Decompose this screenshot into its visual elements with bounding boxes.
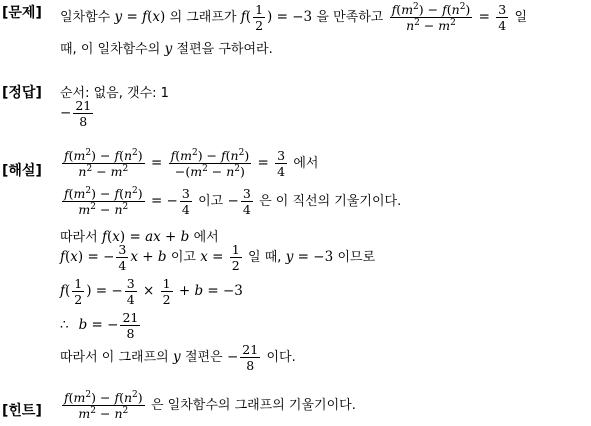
solution-line-7: 따라서 이 그래프의 y 절편은 − $\frac{21}{8}$ 이다. [60, 342, 296, 373]
solution-line-1: $\frac{f(m^2) - f(n^2)}{n^2 - m^2}$ = $\frac{f(m^2) - f(n^2)}{-(m^2 - n^2)}$ = $\frac{3}{4}$ 에서 [64, 148, 319, 179]
solution-text-3: 은 이 직선의 기울기이다. [259, 194, 402, 209]
solution-text-5: 에서 [193, 230, 219, 245]
hint-line: $\frac{f(m^2) - f(n^2)}{m^2 - n^2}$ 은 일차함수의 그래프의 기울기이다. [64, 390, 356, 421]
problem-line-1: 일차함수 y = f(x) 의 그래프가 f( $\frac{1}{2}$ ) = −3 을 만족하고 $\frac{f(m^2) - f(n^2)}{n^2 - m^2}$ = $\frac{3}{4}$ 일 [60, 2, 528, 33]
solution-line-2: $\frac{f(m^2) - f(n^2)}{m^2 - n^2}$ = − $\frac{3}{4}$ 이고 − $\frac{3}{4}$ 은 이 직선의 기울기이다. [64, 186, 402, 217]
solution-text-1: 에서 [293, 156, 319, 171]
solution-text-11: 이다. [266, 350, 296, 365]
problem-text-d: 일 [514, 10, 528, 25]
solution-text-9: 따라서 이 그래프의 [60, 350, 169, 365]
hint-tag: [힌트] [2, 403, 42, 419]
solution-line-4: f(x) = − $\frac{3}{4}$ x + b 이고 x = $\frac{1}{2}$ 일 때, y = −3 이므로 [60, 242, 376, 273]
solution-line-6: ∴ b = − $\frac{21}{8}$ [60, 310, 139, 341]
solution-tag: [해설] [2, 163, 42, 179]
solution-text-10: 절편은 [184, 350, 223, 365]
answer-fraction: $\frac{21}{8}$ [75, 98, 92, 129]
problem-line-2: 때, 이 일차함수의 y 절편을 구하여라. [60, 41, 273, 57]
frac-diff-quotient: $\frac{f(m^2) - f(n^2)}{n^2 - m^2}$ [391, 2, 471, 33]
answer-tag: [정답] [2, 85, 42, 101]
solution-text-7: 일 때, [248, 250, 282, 265]
frac-half: $\frac{1}{2}$ [255, 2, 264, 33]
problem-text-b: 의 그래프가 [169, 10, 237, 25]
solution-text-2: 이고 [198, 194, 224, 209]
frac-three-quarters: $\frac{3}{4}$ [498, 2, 507, 33]
problem-text-f: 절편을 구하여라. [176, 42, 273, 57]
solution-line-3: 따라서 f(x) = ax + b 에서 [60, 229, 219, 245]
solution-text-8: 이므로 [337, 250, 376, 265]
solution-text-4: 따라서 [60, 230, 98, 245]
answer-value: − $\frac{21}{8}$ [60, 98, 92, 129]
solution-line-5: f( $\frac{1}{2}$ ) = − $\frac{3}{4}$ × $\frac{1}{2}$ + b = −3 [60, 276, 243, 307]
problem-tag: [문제] [2, 5, 42, 21]
answer-meta: 순서: 없음, 갯수: 1 [60, 86, 169, 101]
problem-text-a: 일차함수 [60, 10, 111, 25]
solution-text-6: 이고 [170, 250, 196, 265]
hint-text: 은 일차함수의 그래프의 기울기이다. [150, 398, 356, 413]
problem-text-e: 때, 이 일차함수의 [60, 42, 161, 57]
problem-text-c: 을 만족하고 [316, 10, 384, 25]
